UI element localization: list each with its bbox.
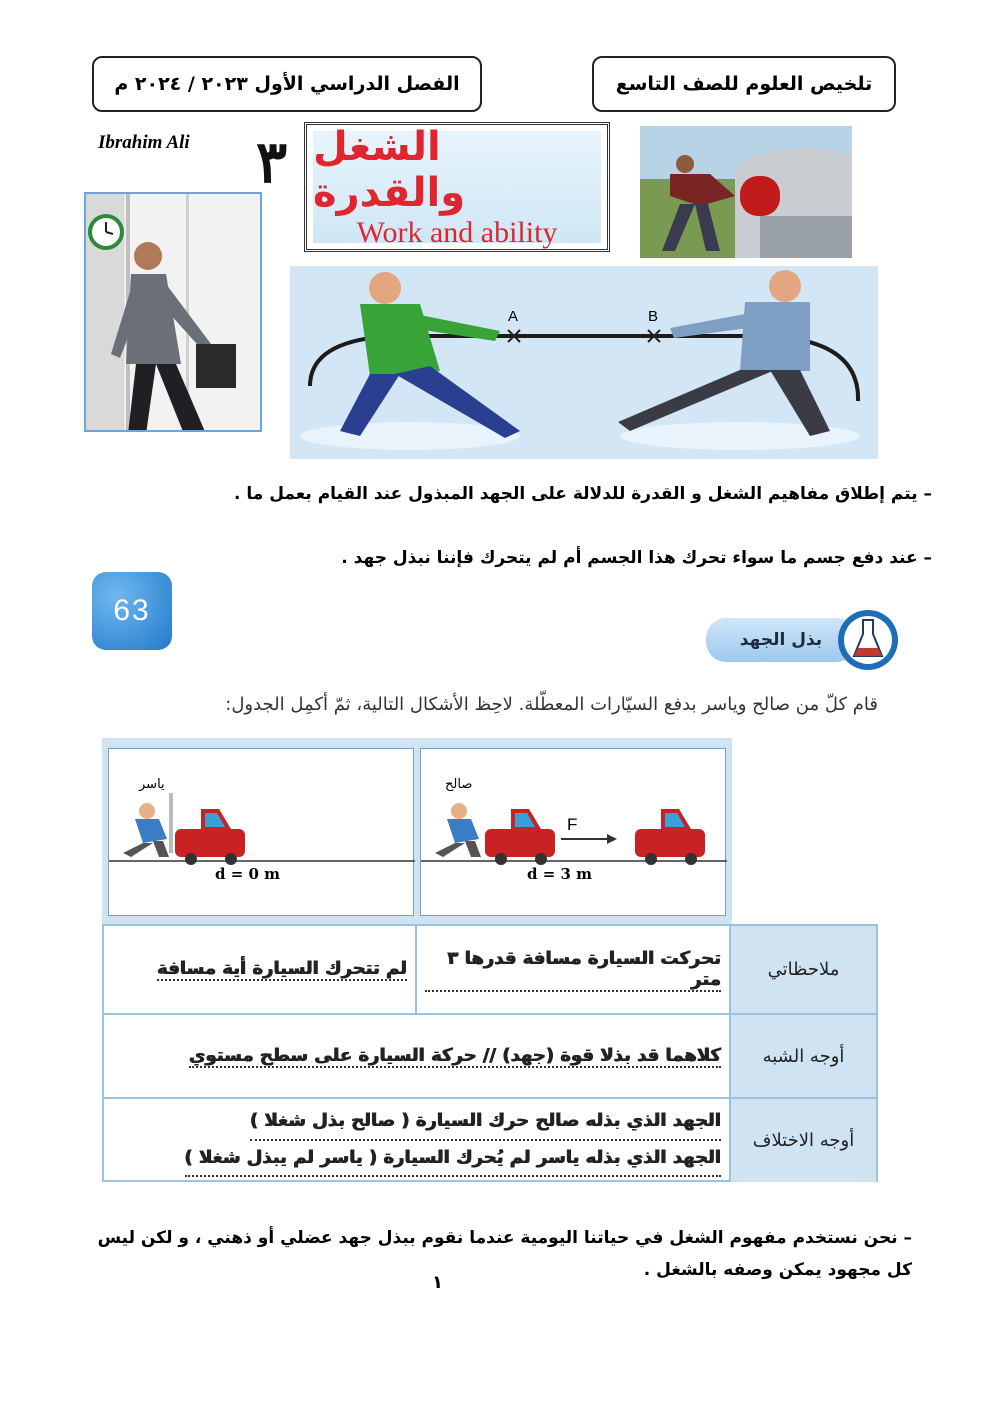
running-man-photo xyxy=(84,192,262,432)
row-label-differences: أوجه الاختلاف xyxy=(730,1098,876,1182)
tug-of-war-figure xyxy=(290,266,878,459)
subject-box xyxy=(592,56,896,112)
differences-answer: الجهد الذي بذله صالح حرك السيارة ( صالح بذل شغلا ) الجهد الذي بذله ياسر لم يُحرك السيارة ( ياسر لم يبذل شغلا ) xyxy=(104,1098,730,1182)
yasser-distance: d = 0 m xyxy=(215,865,281,883)
chapter-number: ٣ xyxy=(256,128,288,196)
semester-box xyxy=(92,56,482,112)
section-title-pill xyxy=(706,618,856,662)
figure-yasser-panel xyxy=(108,748,414,916)
man-pushing-car-photo xyxy=(640,126,852,258)
saleh-name: صالح xyxy=(445,777,473,792)
figures-row xyxy=(102,738,732,924)
figure-saleh-panel xyxy=(420,748,726,916)
row-label-observations: ملاحظاتي xyxy=(730,926,876,1014)
author-name: Ibrahim Ali xyxy=(98,132,190,153)
section-title: بذل الجهد xyxy=(739,630,823,650)
point-b-label: B xyxy=(648,308,659,325)
title-frame xyxy=(304,122,610,252)
semester-text: الفصل الدراسي الأول ٢٠٢٣ / ٢٠٢٤ م xyxy=(114,73,460,95)
chapter-title-arabic: الشغل والقدرة xyxy=(313,124,466,216)
observation-table xyxy=(102,924,878,1182)
footer-paragraph: – نحن نستخدم مفهوم الشغل في حياتنا اليومية عندما نقوم ببذل جهد عضلي أو ذهني ، و لكن ليس كل مجهود يمكن وصفه بالشغل . xyxy=(97,1228,912,1281)
table-row xyxy=(104,1098,876,1182)
bullet-1: – يتم إطلاق مفاهيم الشغل و القدرة للدلالة على الجهد المبذول عند القيام بعمل ما . xyxy=(234,484,932,504)
subject-text: تلخيص العلوم للصف التاسع xyxy=(615,73,873,95)
bullet-2: – عند دفع جسم ما سواء تحرك هذا الجسم أم لم يتحرك فإننا نبذل جهد . xyxy=(341,548,932,568)
table-row xyxy=(104,926,876,1014)
observation-saleh: تحركت السيارة مسافة قدرها ٣ متر xyxy=(416,926,730,1014)
point-a-label: A xyxy=(508,308,519,325)
chapter-title-english: Work and ability xyxy=(356,216,558,249)
row-label-similarities: أوجه الشبه xyxy=(730,1014,876,1098)
title-panel xyxy=(313,124,601,249)
activity-instruction: قام كلّ من صالح وياسر بدفع السيّارات المعطّلة. لاحِظ الأشكال التالية، ثمّ أكمِل الجدول: xyxy=(225,694,878,715)
observation-yasser: لم تتحرك السيارة أية مسافة xyxy=(157,958,407,979)
page-number: ١ xyxy=(432,1272,443,1293)
table-row xyxy=(104,1014,876,1098)
force-label: F xyxy=(567,815,578,834)
yasser-name: ياسر xyxy=(139,777,165,792)
textbook-page-badge: 63 xyxy=(92,572,172,650)
similarities-answer: كلاهما قد بذلا قوة (جهد) // حركة السيارة على سطح مستوي xyxy=(189,1044,721,1066)
saleh-distance: d = 3 m xyxy=(527,865,593,883)
flask-icon xyxy=(836,604,900,672)
